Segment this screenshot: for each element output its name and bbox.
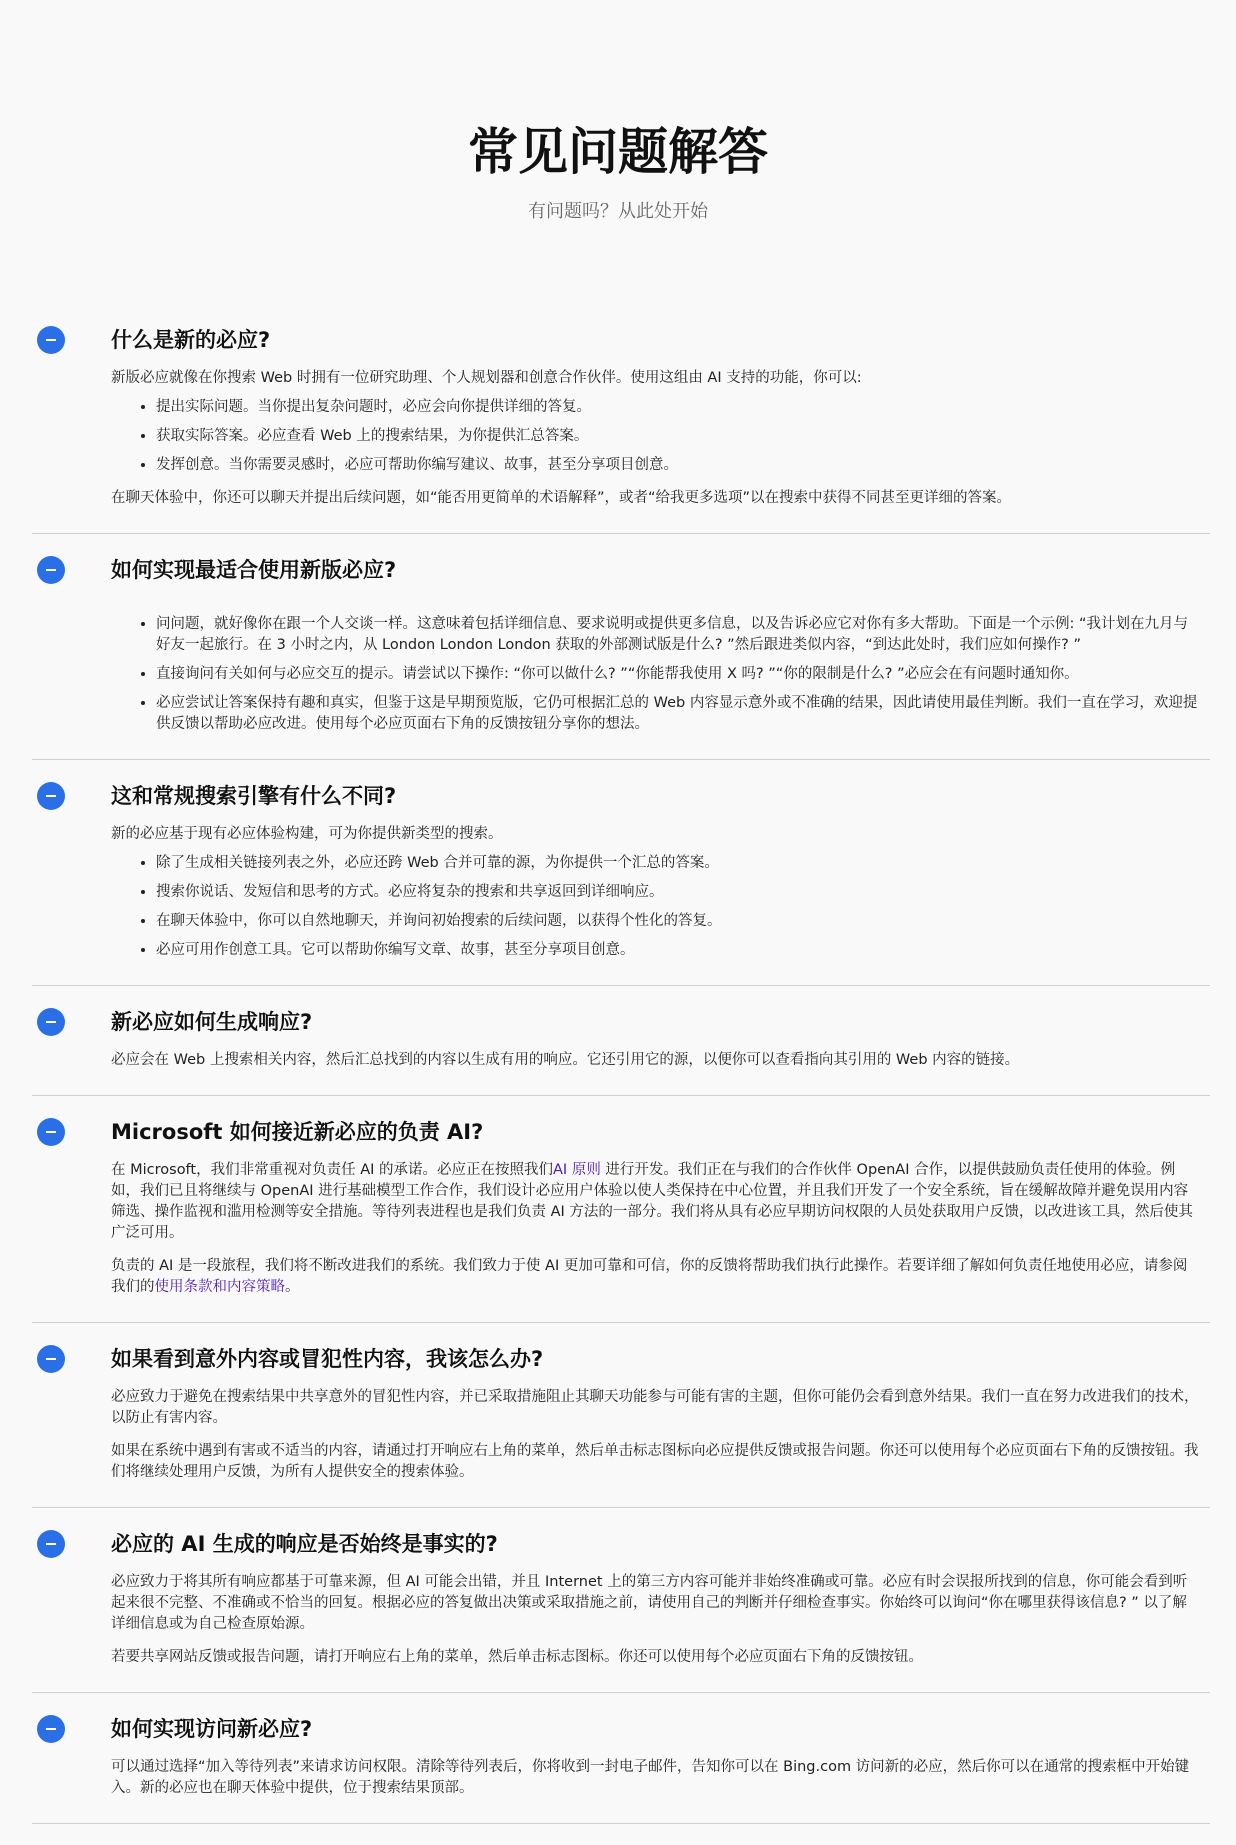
question-title: 必应的 AI 生成的响应是否始终是事实的? — [111, 1532, 498, 1556]
answer-text: 若要共享网站反馈或报告问题，请打开响应右上角的菜单，然后单击标志图标。你还可以使用每个必应页面右下角的反馈按钮。 — [111, 1649, 923, 1665]
list-item: • 问问题，就好像你在跟一个人交谈一样。这意味着包括详细信息、要求说明或提供更多信息，以及告诉必应它对你有多大帮助。下面是一个示例: “我计划在九月与好友一起旅行。在 3 小时之内，从 London London London 获取的外部测试版是什么? ”然后跟进类似内容，“到达此处时，我们应如何操作? ” — [156, 614, 1200, 656]
faq-question[interactable] — [32, 554, 1210, 586]
text: 负责的 AI 是一段旅程，我们将不断改进我们的系统。我们致力于使 AI 更加可靠和可信，你的反馈将帮助我们执行此操作。若要详细了解如何负责任地使用必应，请参阅我们的 — [111, 1258, 1188, 1295]
answer-text: 在聊天体验中，你还可以聊天并提出后续问题，如“能否用更简单的术语解释”，或者“给我更多选项”以在搜索中获得不同甚至更详细的答案。 — [111, 490, 1012, 506]
faq-item — [32, 760, 1210, 986]
faq-item — [32, 1508, 1210, 1693]
question-title: 新必应如何生成响应? — [111, 1010, 313, 1034]
faq-answer — [111, 1160, 1200, 1298]
list-item: • 搜索你说话、发短信和思考的方式。必应将复杂的搜索和共享返回到详细响应。 — [156, 882, 1200, 903]
answer-text: 新的必应基于现有必应体验构建，可为你提供新类型的搜索。 — [111, 826, 503, 842]
faq-answer — [111, 1050, 1200, 1071]
collapse-icon[interactable] — [37, 326, 65, 354]
faq-question[interactable] — [32, 324, 1210, 356]
collapse-icon[interactable] — [37, 1118, 65, 1146]
content-policy-link[interactable]: 内容策略 — [227, 1279, 285, 1295]
page-title: 常见问题解答 — [468, 123, 768, 181]
list-item: • 必应尝试让答案保持有趣和真实，但鉴于这是早期预览版，它仍可根据汇总的 Web 内容显示意外或不准确的结果，因此请使用最佳判断。我们一直在学习，欢迎提供反馈以帮助必应改进。使用每个必应页面右下角的反馈按钮分享你的想法。 — [156, 693, 1200, 735]
collapse-icon[interactable] — [37, 1715, 65, 1743]
answer-text: 必应致力于避免在搜索结果中共享意外的冒犯性内容，并已采取措施阻止其聊天功能参与可能有害的主题，但你可能仍会看到意外结果。我们一直在努力改进我们的技术，以防止有害内容。 — [111, 1389, 1199, 1426]
list-item: • 提出实际问题。当你提出复杂问题时，必应会向你提供详细的答复。 — [156, 397, 1200, 418]
faq-answer — [111, 1572, 1200, 1668]
faq-item — [32, 324, 1210, 534]
list-item: • 必应可用作创意工具。它可以帮助你编写文章、故事，甚至分享项目创意。 — [156, 940, 1200, 961]
list-item: • 发挥创意。当你需要灵感时，必应可帮助你编写建议、故事，甚至分享项目创意。 — [156, 455, 1200, 476]
answer-text: 如果在系统中遇到有害或不适当的内容，请通过打开响应右上角的菜单，然后单击标志图标向必应提供反馈或报告问题。你还可以使用每个必应页面右下角的反馈按钮。我们将继续处理用户反馈，为所有人提供安全的搜索体验。 — [111, 1443, 1199, 1480]
text: 进行开发。我们正在与我们的合作伙伴 OpenAI 合作，以提供鼓励负责任使用的体验。例如，我们已且将继续与 OpenAI 进行基础模型工作合作，我们设计必应用户体验以使人类保持在中心位置，并且我们开发了一个安全系统，旨在缓解故障并避免误用内容筛选、操作监视和滥用检测等安全措施。等待列表进程也是我们负责 AI 方法的一部分。我们将从具有必应早期访问权限的人员处获取用户反馈，以改进该工具，然后使其广泛可用。 — [111, 1162, 1193, 1241]
faq-answer — [111, 824, 1200, 961]
answer-text: 必应会在 Web 上搜索相关内容，然后汇总找到的内容以生成有用的响应。它还引用它的源，以便你可以查看指向其引用的 Web 内容的链接。 — [111, 1052, 1020, 1068]
list-item: • 获取实际答案。必应查看 Web 上的搜索结果，为你提供汇总答案。 — [156, 426, 1200, 447]
faq-answer — [111, 1387, 1200, 1483]
terms-of-use-link[interactable]: 使用条款 — [154, 1279, 213, 1295]
text: 在 Microsoft，我们非常重视对负责任 AI 的承诺。必应正在按照我们 — [111, 1162, 554, 1178]
collapse-icon[interactable] — [37, 556, 65, 584]
question-title: 这和常规搜索引擎有什么不同? — [111, 784, 397, 808]
faq-item — [32, 986, 1210, 1096]
faq-item — [32, 1096, 1210, 1323]
faq-question[interactable] — [32, 780, 1210, 812]
faq-list — [32, 324, 1210, 1824]
collapse-icon[interactable] — [37, 782, 65, 810]
answer-text: 可以通过选择“加入等待列表”来请求访问权限。清除等待列表后，你将收到一封电子邮件，告知你可以在 Bing.com 访问新的必应，然后你可以在通常的搜索框中开始键入。新的必应也在聊天体验中提供，位于搜索结果顶部。 — [111, 1759, 1190, 1796]
faq-item — [32, 534, 1210, 760]
list-item: • 在聊天体验中，你可以自然地聊天，并询问初始搜索的后续问题，以获得个性化的答复。 — [156, 911, 1200, 932]
collapse-icon[interactable] — [37, 1345, 65, 1373]
faq-question[interactable] — [32, 1116, 1210, 1148]
collapse-icon[interactable] — [37, 1008, 65, 1036]
question-title: 如何实现访问新必应? — [111, 1717, 313, 1741]
faq-question[interactable] — [32, 1343, 1210, 1375]
question-title: 如果看到意外内容或冒犯性内容，我该怎么办? — [111, 1347, 544, 1371]
and-text: 和 — [212, 1279, 227, 1295]
faq-question[interactable] — [32, 1528, 1210, 1560]
answer-text — [111, 1256, 1200, 1298]
faq-answer — [111, 586, 1200, 735]
question-title: Microsoft 如何接近新必应的负责 AI? — [111, 1120, 484, 1144]
answer-text — [111, 1160, 1200, 1244]
answer-text: 必应致力于将其所有响应都基于可靠来源，但 AI 可能会出错，并且 Internet 上的第三方内容可能并非始终准确或可靠。必应有时会误报所找到的信息，你可能会看到听起来很不完整、不准确或不恰当的回复。根据必应的答复做出决策或采取措施之前，请使用自己的判断并仔细检查事实。你始终可以询问“你在哪里获得该信息? ” 以了解详细信息或为自己检查原始源。 — [111, 1574, 1188, 1632]
question-title: 如何实现最适合使用新版必应? — [111, 558, 397, 582]
list-item: • 除了生成相关链接列表之外，必应还跨 Web 合并可靠的源，为你提供一个汇总的答案。 — [156, 853, 1200, 874]
question-title: 什么是新的必应? — [111, 328, 271, 352]
page-subtitle: 有问题吗？从此处开始 — [528, 201, 708, 222]
faq-question[interactable] — [32, 1713, 1210, 1745]
faq-question[interactable] — [32, 1006, 1210, 1038]
collapse-icon[interactable] — [37, 1530, 65, 1558]
answer-text: 新版必应就像在你搜索 Web 时拥有一位研究助理、个人规划器和创意合作伙伴。使用这组由 AI 支持的功能，你可以: — [111, 370, 862, 386]
faq-answer — [111, 1757, 1200, 1799]
page-header — [0, 0, 1236, 224]
text: 。 — [285, 1279, 300, 1295]
faq-item — [32, 1693, 1210, 1824]
faq-item — [32, 1323, 1210, 1508]
ai-principles-link[interactable]: AI 原则 — [553, 1162, 601, 1178]
faq-answer — [111, 368, 1200, 509]
list-item: • 直接询问有关如何与必应交互的提示。请尝试以下操作: “你可以做什么? ”“你能帮我使用 X 吗? ”“你的限制是什么? ”必应会在有问题时通知你。 — [156, 664, 1200, 685]
